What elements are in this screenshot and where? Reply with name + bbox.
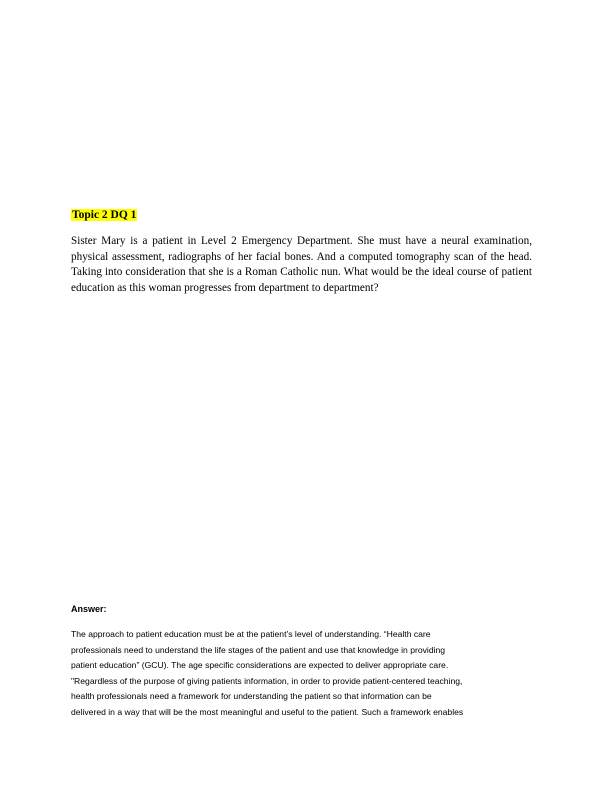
answer-label: Answer:: [71, 604, 107, 614]
answer-line: professionals need to understand the life stages of the patient and use that knowledge in providing: [71, 644, 446, 655]
topic-heading-highlight: Topic 2 DQ 1: [72, 209, 137, 221]
topic-heading: [71, 208, 137, 222]
answer-line: The approach to patient education must be at the patient’s level of understanding. “Health care: [71, 629, 431, 639]
answer-line: health professionals need a framework for understanding the patient so that information can be: [71, 691, 432, 702]
answer-line: patient education” (GCU). The age specific considerations are expected to deliver appropriate care.: [71, 660, 449, 671]
answer-line: delivered in a way that will be the most meaningful and useful to the patient. Such a framework enables: [71, 706, 464, 717]
answer-line: "Regardless of the purpose of giving patients information, in order to provide patient-centered teaching,: [71, 675, 463, 686]
answer-paragraph: [71, 627, 541, 721]
question-paragraph: Sister Mary is a patient in Level 2 Emergency Department. She must have a neural examination, physical assessment, radiographs of her facial bones. And a computed tomography scan of the head. Taking into consideration that she is a Roman Catholic nun. What would be the ideal course of patient education as this woman progresses from department to department?: [71, 235, 532, 294]
